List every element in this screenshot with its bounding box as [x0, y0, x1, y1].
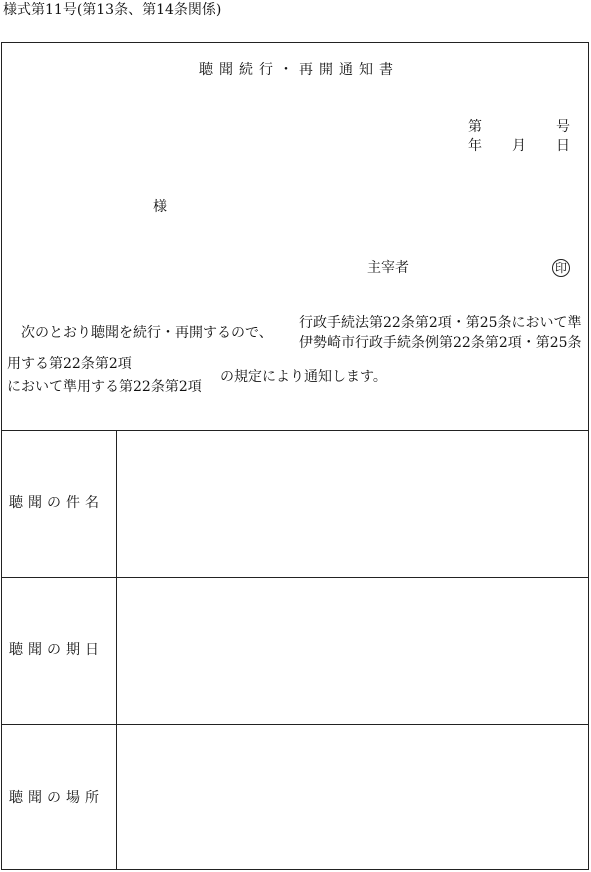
row-label-date: 聴聞の期日	[9, 642, 104, 658]
document-title: 聴聞続行・再開通知書	[199, 62, 399, 78]
body-option-a-line2: 用する第22条第2項	[7, 356, 132, 372]
number-suffix: 号	[556, 119, 570, 135]
header-divider	[2, 430, 588, 431]
addressee-suffix: 様	[153, 199, 167, 215]
presiding-officer-title: 主宰者	[367, 260, 409, 276]
body-option-a-line1: 行政手続法第22条第2項・第25条において準	[299, 315, 582, 331]
row-label-subject: 聴聞の件名	[9, 495, 104, 511]
body-closing: の規定により通知します。	[220, 369, 387, 385]
form-number: 様式第11号(第13条、第14条関係)	[3, 2, 222, 18]
number-prefix: 第	[468, 119, 482, 135]
row-divider-2	[2, 724, 588, 725]
body-option-b-line1: 伊勢崎市行政手続条例第22条第2項・第25条	[299, 335, 582, 351]
label-column-divider	[116, 430, 117, 870]
body-option-b-line2: において準用する第22条第2項	[7, 379, 202, 395]
body-intro: 次のとおり聴聞を続行・再開するので、	[21, 325, 273, 341]
notice-form-frame	[1, 42, 589, 870]
date-day: 日	[556, 138, 570, 154]
row-label-place: 聴聞の場所	[9, 790, 104, 806]
seal-mark: 印	[552, 259, 570, 277]
row-divider-1	[2, 577, 588, 578]
date-month: 月	[512, 138, 526, 154]
date-year: 年	[468, 138, 482, 154]
